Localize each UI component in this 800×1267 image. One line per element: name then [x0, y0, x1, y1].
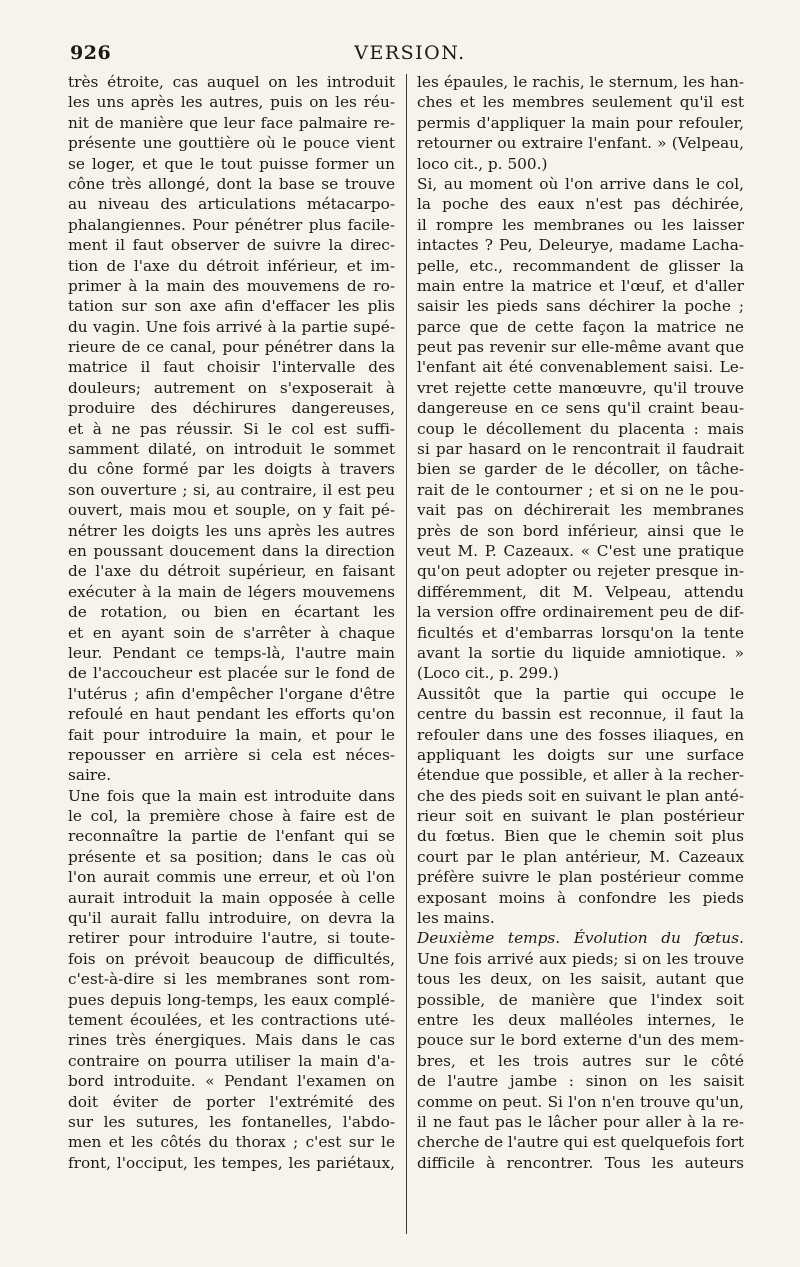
- text-line: du vagin. Une fois arrivé à la partie supé-: [68, 317, 395, 336]
- text-line: Si, au moment où l'on arrive dans le col,: [417, 174, 744, 193]
- text-line: difficile à rencontrer. Tous les auteurs: [417, 1153, 744, 1172]
- text-line: ficultés et d'embarras lorsqu'on la tente: [417, 623, 744, 642]
- text-line: veut M. P. Cazeaux. « C'est une pratique: [417, 541, 744, 560]
- text-line: parce que de cette façon la matrice ne: [417, 317, 744, 336]
- text-line: cône très allongé, dont la base se trouve: [68, 174, 395, 193]
- text-line: et en ayant soin de s'arrêter à chaque: [68, 623, 395, 642]
- text-line: che des pieds soit en suivant le plan anté-: [417, 786, 744, 805]
- text-line: centre du bassin est reconnue, il faut la: [417, 705, 744, 724]
- text-line: men et les côtés du thorax ; c'est sur le: [68, 1133, 395, 1152]
- text-line: l'enfant ait été convenablement saisi. Le-: [417, 358, 744, 377]
- text-line: les uns après les autres, puis on les réu-: [68, 93, 395, 112]
- text-line: son ouverture ; si, au contraire, il est peu: [68, 480, 395, 499]
- text-line: nétrer les doigts les uns après les autres: [68, 521, 395, 540]
- text-line: appliquant les doigts sur une surface: [417, 745, 744, 764]
- running-title: VERSION.: [354, 42, 466, 64]
- text-line: de rotation, ou bien en écartant les: [68, 603, 395, 622]
- text-line: présente une gouttière où le pouce vient: [68, 134, 395, 153]
- text-line: présente et sa position; dans le cas où: [68, 847, 395, 866]
- text-line: entre les deux malléoles internes, le: [417, 1010, 744, 1029]
- text-line: préfère suivre le plan postérieur comme: [417, 868, 744, 887]
- text-line: reconnaître la partie de l'enfant qui se: [68, 827, 395, 846]
- text-line: les épaules, le rachis, le sternum, les han-: [417, 73, 744, 91]
- text-line: ches et les membres seulement qu'il est: [417, 93, 744, 112]
- text-line: l'on aurait commis une erreur, et où l'on: [68, 868, 395, 887]
- text-line: tous les deux, on les saisit, autant que: [417, 970, 744, 989]
- column-divider: [406, 74, 407, 1234]
- text-line: main entre la matrice et l'œuf, et d'aller: [417, 276, 744, 295]
- text-line: différemment, dit M. Velpeau, attendu: [417, 582, 744, 601]
- text-line: c'est-à-dire si les membranes sont rom-: [68, 970, 395, 989]
- text-line: bien se garder de le décoller, on tâche-: [417, 460, 744, 479]
- text-line: refouler dans une des fosses iliaques, en: [417, 725, 744, 744]
- text-line: très étroite, cas auquel on les introduit: [68, 73, 395, 91]
- text-line: qu'on peut adopter ou rejeter presque in-: [417, 562, 744, 581]
- text-line: loco cit., p. 500.): [417, 154, 548, 173]
- text-line: ouvert, mais mou et souple, on y fait pé-: [68, 501, 395, 520]
- text-line: retourner ou extraire l'enfant. » (Velpeau,: [417, 134, 744, 153]
- text-line: phalangiennes. Pour pénétrer plus facile-: [68, 215, 395, 234]
- text-line: le col, la première chose à faire est de: [68, 807, 395, 826]
- text-line: du fœtus. Bien que le chemin soit plus: [417, 827, 744, 846]
- text-line: Deuxième temps. Évolution du fœtus.: [417, 929, 744, 948]
- text-line: front, l'occiput, les tempes, les pariétaux,: [68, 1153, 395, 1172]
- text-line: du cône formé par les doigts à travers: [68, 460, 395, 479]
- text-line: rines très énergiques. Mais dans le cas: [68, 1031, 395, 1050]
- text-line: dangereuse en ce sens qu'il craint beau-: [417, 399, 744, 418]
- text-line: retirer pour introduire l'autre, si toute-: [68, 929, 395, 948]
- text-line: il rompre les membranes ou les laisser: [417, 215, 744, 234]
- text-line: étendue que possible, et aller à la recher-: [417, 766, 744, 785]
- text-line: comme on peut. Si l'on n'en trouve qu'un,: [417, 1092, 744, 1111]
- text-line: la version offre ordinairement peu de dif-: [417, 603, 744, 622]
- text-line: Aussitôt que la partie qui occupe le: [417, 684, 744, 703]
- text-line: doit éviter de porter l'extrémité des: [68, 1092, 395, 1111]
- text-line: la poche des eaux n'est pas déchirée,: [417, 195, 744, 214]
- text-line: au niveau des articulations métacarpo-: [68, 195, 395, 214]
- text-line: contraire on pourra utiliser la main d'a-: [68, 1051, 395, 1070]
- text-line: qu'il aurait fallu introduire, on devra la: [68, 909, 395, 928]
- text-line: exécuter à la main de légers mouvemens: [68, 582, 395, 601]
- text-line: vret rejette cette manœuvre, qu'il trouve: [417, 378, 744, 397]
- text-line: intactes ? Peu, Deleurye, madame Lacha-: [417, 236, 744, 255]
- text-line: les mains.: [417, 909, 495, 928]
- text-line: tation sur son axe afin d'effacer les plis: [68, 297, 395, 316]
- text-line: rieur soit en suivant le plan postérieur: [417, 807, 744, 826]
- text-line: l'utérus ; afin d'empêcher l'organe d'être: [68, 684, 395, 703]
- text-line: saisir les pieds sans déchirer la poche ;: [417, 297, 744, 316]
- page-header: [70, 42, 750, 70]
- text-line: court par le plan antérieur, M. Cazeaux: [417, 847, 744, 866]
- text-line: possible, de manière que l'index soit: [417, 990, 744, 1009]
- text-line: samment dilaté, on introduit le sommet: [68, 440, 395, 459]
- right-column: [417, 72, 744, 1252]
- text-line: Une fois arrivé aux pieds; si on les trouve: [417, 949, 744, 968]
- text-columns: [68, 72, 752, 1252]
- text-line: de l'axe du détroit supérieur, en faisant: [68, 562, 395, 581]
- text-line: se loger, et que le tout puisse former un: [68, 154, 395, 173]
- text-line: aurait introduit la main opposée à celle: [68, 888, 395, 907]
- text-line: repousser en arrière si cela est néces-: [68, 745, 395, 764]
- text-line: tion de l'axe du détroit inférieur, et im-: [68, 256, 395, 275]
- text-line: de l'autre jambe : sinon on les saisit: [417, 1072, 744, 1091]
- text-line: avant la sortie du liquide amniotique. »: [417, 643, 744, 662]
- text-line: coup le décollement du placenta : mais: [417, 419, 744, 438]
- text-line: douleurs; autrement on s'exposerait à: [68, 378, 395, 397]
- text-line: pues depuis long-temps, les eaux complé-: [68, 990, 395, 1009]
- text-line: pouce sur le bord externe d'un des mem-: [417, 1031, 744, 1050]
- text-line: il ne faut pas le lâcher pour aller à la re-: [417, 1112, 744, 1131]
- text-line: tement écoulées, et les contractions uté-: [68, 1010, 395, 1029]
- text-line: leur. Pendant ce temps-là, l'autre main: [68, 643, 395, 662]
- text-line: produire des déchirures dangereuses,: [68, 399, 395, 418]
- text-line: si par hasard on le rencontrait il faudrait: [417, 440, 744, 459]
- text-line: fait pour introduire la main, et pour le: [68, 725, 395, 744]
- text-line: en poussant doucement dans la direction: [68, 541, 395, 560]
- text-line: matrice il faut choisir l'intervalle des: [68, 358, 395, 377]
- text-line: saire.: [68, 766, 112, 785]
- text-line: (Loco cit., p. 299.): [417, 664, 559, 683]
- text-line: de l'accoucheur est placée sur le fond de: [68, 664, 395, 683]
- text-line: près de son bord inférieur, ainsi que le: [417, 521, 744, 540]
- text-line: refoulé en haut pendant les efforts qu'on: [68, 705, 395, 724]
- text-line: rieure de ce canal, pour pénétrer dans la: [68, 338, 395, 357]
- page-number: 926: [70, 42, 112, 64]
- text-line: rait de le contourner ; et si on ne le pou-: [417, 480, 744, 499]
- text-line: primer à la main des mouvemens de ro-: [68, 276, 395, 295]
- text-line: pelle, etc., recommandent de glisser la: [417, 256, 744, 275]
- text-line: nit de manière que leur face palmaire re-: [68, 113, 395, 132]
- text-line: permis d'appliquer la main pour refouler,: [417, 113, 744, 132]
- left-column: [68, 72, 395, 1252]
- text-line: cherche de l'autre qui est quelquefois fort: [417, 1133, 744, 1152]
- text-line: bord introduite. « Pendant l'examen on: [68, 1072, 395, 1091]
- text-line: et à ne pas réussir. Si le col est suffi-: [68, 419, 395, 438]
- text-line: sur les sutures, les fontanelles, l'abdo-: [68, 1112, 395, 1131]
- text-line: fois on prévoit beaucoup de difficultés,: [68, 949, 395, 968]
- text-line: Une fois que la main est introduite dans: [68, 786, 395, 805]
- text-line: exposant moins à confondre les pieds: [417, 888, 744, 907]
- text-line: peut pas revenir sur elle-même avant que: [417, 338, 744, 357]
- text-line: ment il faut observer de suivre la direc-: [68, 236, 395, 255]
- text-line: bres, et les trois autres sur le côté: [417, 1051, 744, 1070]
- text-line: vait pas on déchirerait les membranes: [417, 501, 744, 520]
